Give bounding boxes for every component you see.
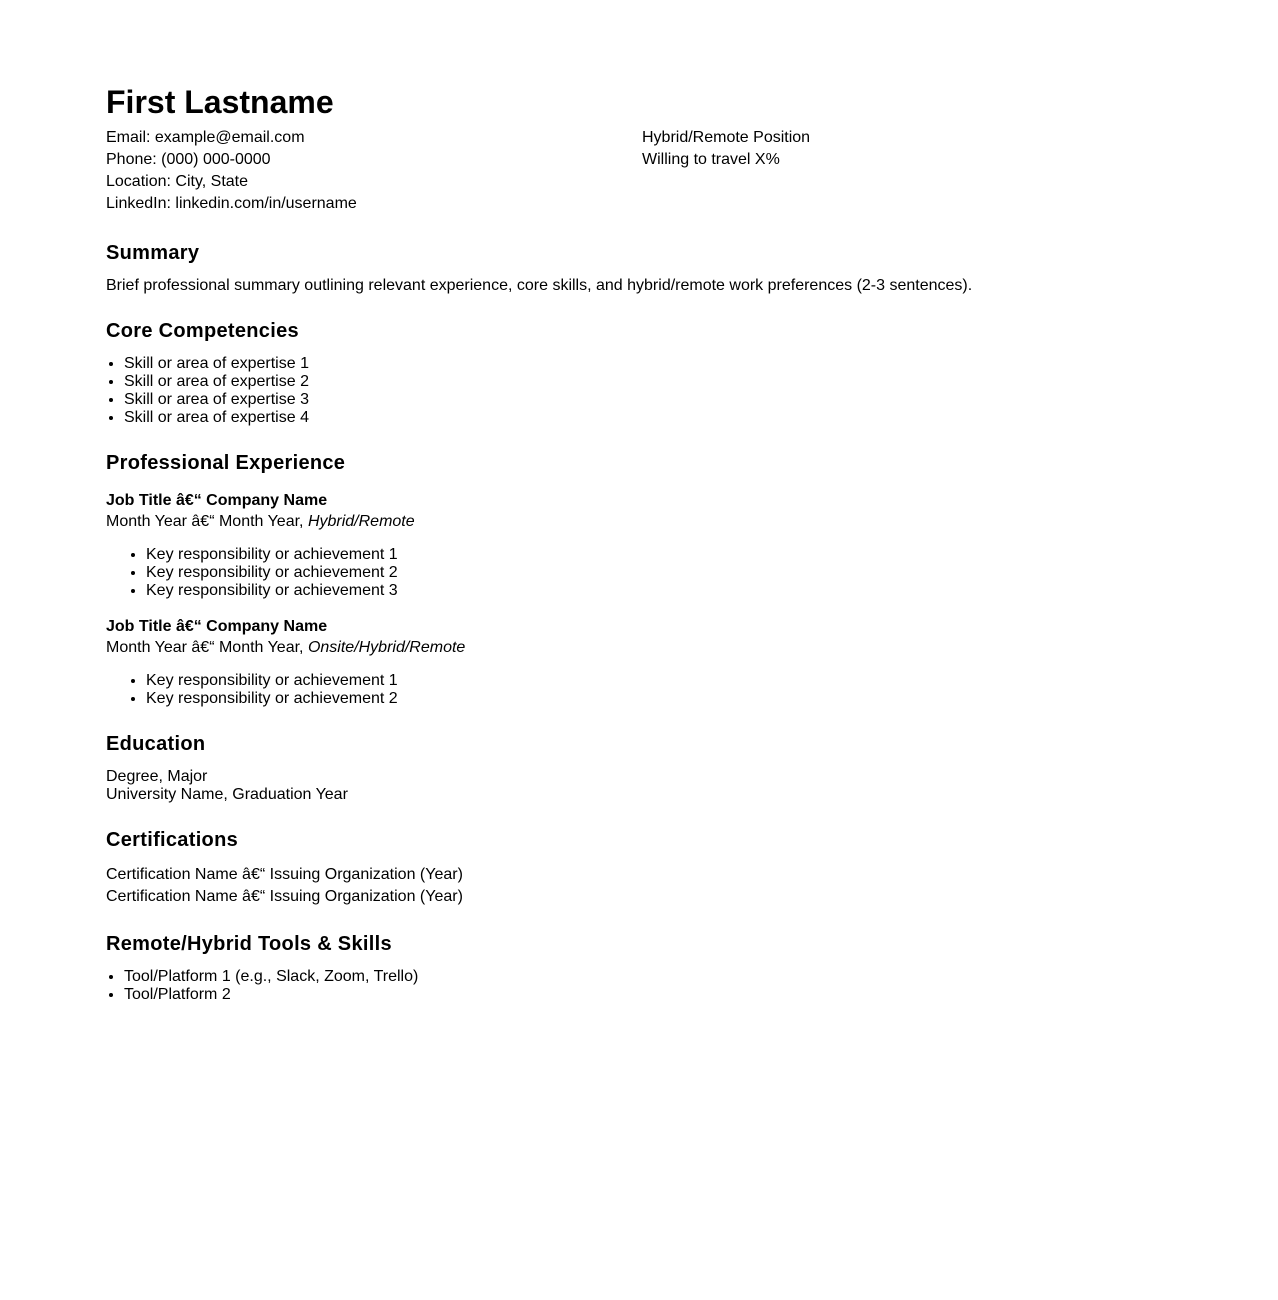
certifications-heading: Certifications xyxy=(106,829,239,851)
school: University Name, Graduation Year xyxy=(106,786,348,803)
summary-heading: Summary xyxy=(106,242,200,264)
contact-details xyxy=(106,127,642,215)
job-entry xyxy=(106,490,1206,600)
tools-heading: Remote/Hybrid Tools & Skills xyxy=(106,933,392,955)
contact-phone: Phone: (000) 000-0000 xyxy=(106,151,271,168)
tools-list xyxy=(106,968,1206,1004)
certifications-section xyxy=(106,828,1206,908)
job-dates xyxy=(106,512,1206,532)
tools-section xyxy=(106,932,1206,1004)
experience-section xyxy=(106,451,1206,708)
resume-document xyxy=(106,84,1206,1004)
work-preferences xyxy=(642,127,1178,215)
list-item: • Skill or area of expertise 2 xyxy=(124,373,1206,391)
contact-linkedin: LinkedIn: linkedin.com/in/username xyxy=(106,195,357,212)
list-item: • Key responsibility or achievement 2 xyxy=(146,690,1206,708)
job-date-range: Month Year â€“ Month Year, xyxy=(106,513,308,530)
job-dates xyxy=(106,638,1206,658)
experience-heading: Professional Experience xyxy=(106,452,346,474)
competencies-heading: Core Competencies xyxy=(106,320,299,342)
job-title: Job Title â€“ Company Name xyxy=(106,618,328,635)
list-item: • Key responsibility or achievement 3 xyxy=(146,582,1206,600)
list-item: • Tool/Platform 2 xyxy=(124,986,1206,1004)
education-entry xyxy=(106,768,1206,804)
education-section xyxy=(106,732,1206,804)
position-type: Hybrid/Remote Position xyxy=(642,129,811,146)
job-bullets xyxy=(106,546,1206,600)
summary-section xyxy=(106,241,1206,295)
list-item: • Key responsibility or achievement 1 xyxy=(146,672,1206,690)
job-entry xyxy=(106,616,1206,708)
job-bullets xyxy=(106,672,1206,708)
certification-item: Certification Name â€“ Issuing Organization (Year) xyxy=(106,866,463,883)
candidate-name: First Lastname xyxy=(106,84,334,120)
list-item: • Key responsibility or achievement 1 xyxy=(146,546,1206,564)
summary-text: Brief professional summary outlining relevant experience, core skills, and hybrid/remote work preferences (2-3 sentences). xyxy=(106,277,973,294)
job-work-mode: Onsite/Hybrid/Remote xyxy=(307,639,466,656)
certifications-list xyxy=(106,864,1206,908)
travel-willingness: Willing to travel X% xyxy=(642,151,780,168)
education-heading: Education xyxy=(106,733,206,755)
competencies-section xyxy=(106,319,1206,427)
competencies-list xyxy=(106,355,1206,427)
list-item: • Key responsibility or achievement 2 xyxy=(146,564,1206,582)
list-item: • Skill or area of expertise 1 xyxy=(124,355,1206,373)
job-date-range: Month Year â€“ Month Year, xyxy=(106,639,308,656)
list-item: • Tool/Platform 1 (e.g., Slack, Zoom, Trello) xyxy=(124,968,1206,986)
list-item: • Skill or area of expertise 3 xyxy=(124,391,1206,409)
job-title: Job Title â€“ Company Name xyxy=(106,492,328,509)
contact-block xyxy=(106,127,1206,215)
contact-email: Email: example@email.com xyxy=(106,129,305,146)
contact-location: Location: City, State xyxy=(106,173,248,190)
certification-item: Certification Name â€“ Issuing Organization (Year) xyxy=(106,888,463,905)
job-work-mode: Hybrid/Remote xyxy=(307,513,415,530)
list-item: • Skill or area of expertise 4 xyxy=(124,409,1206,427)
degree: Degree, Major xyxy=(106,768,208,785)
